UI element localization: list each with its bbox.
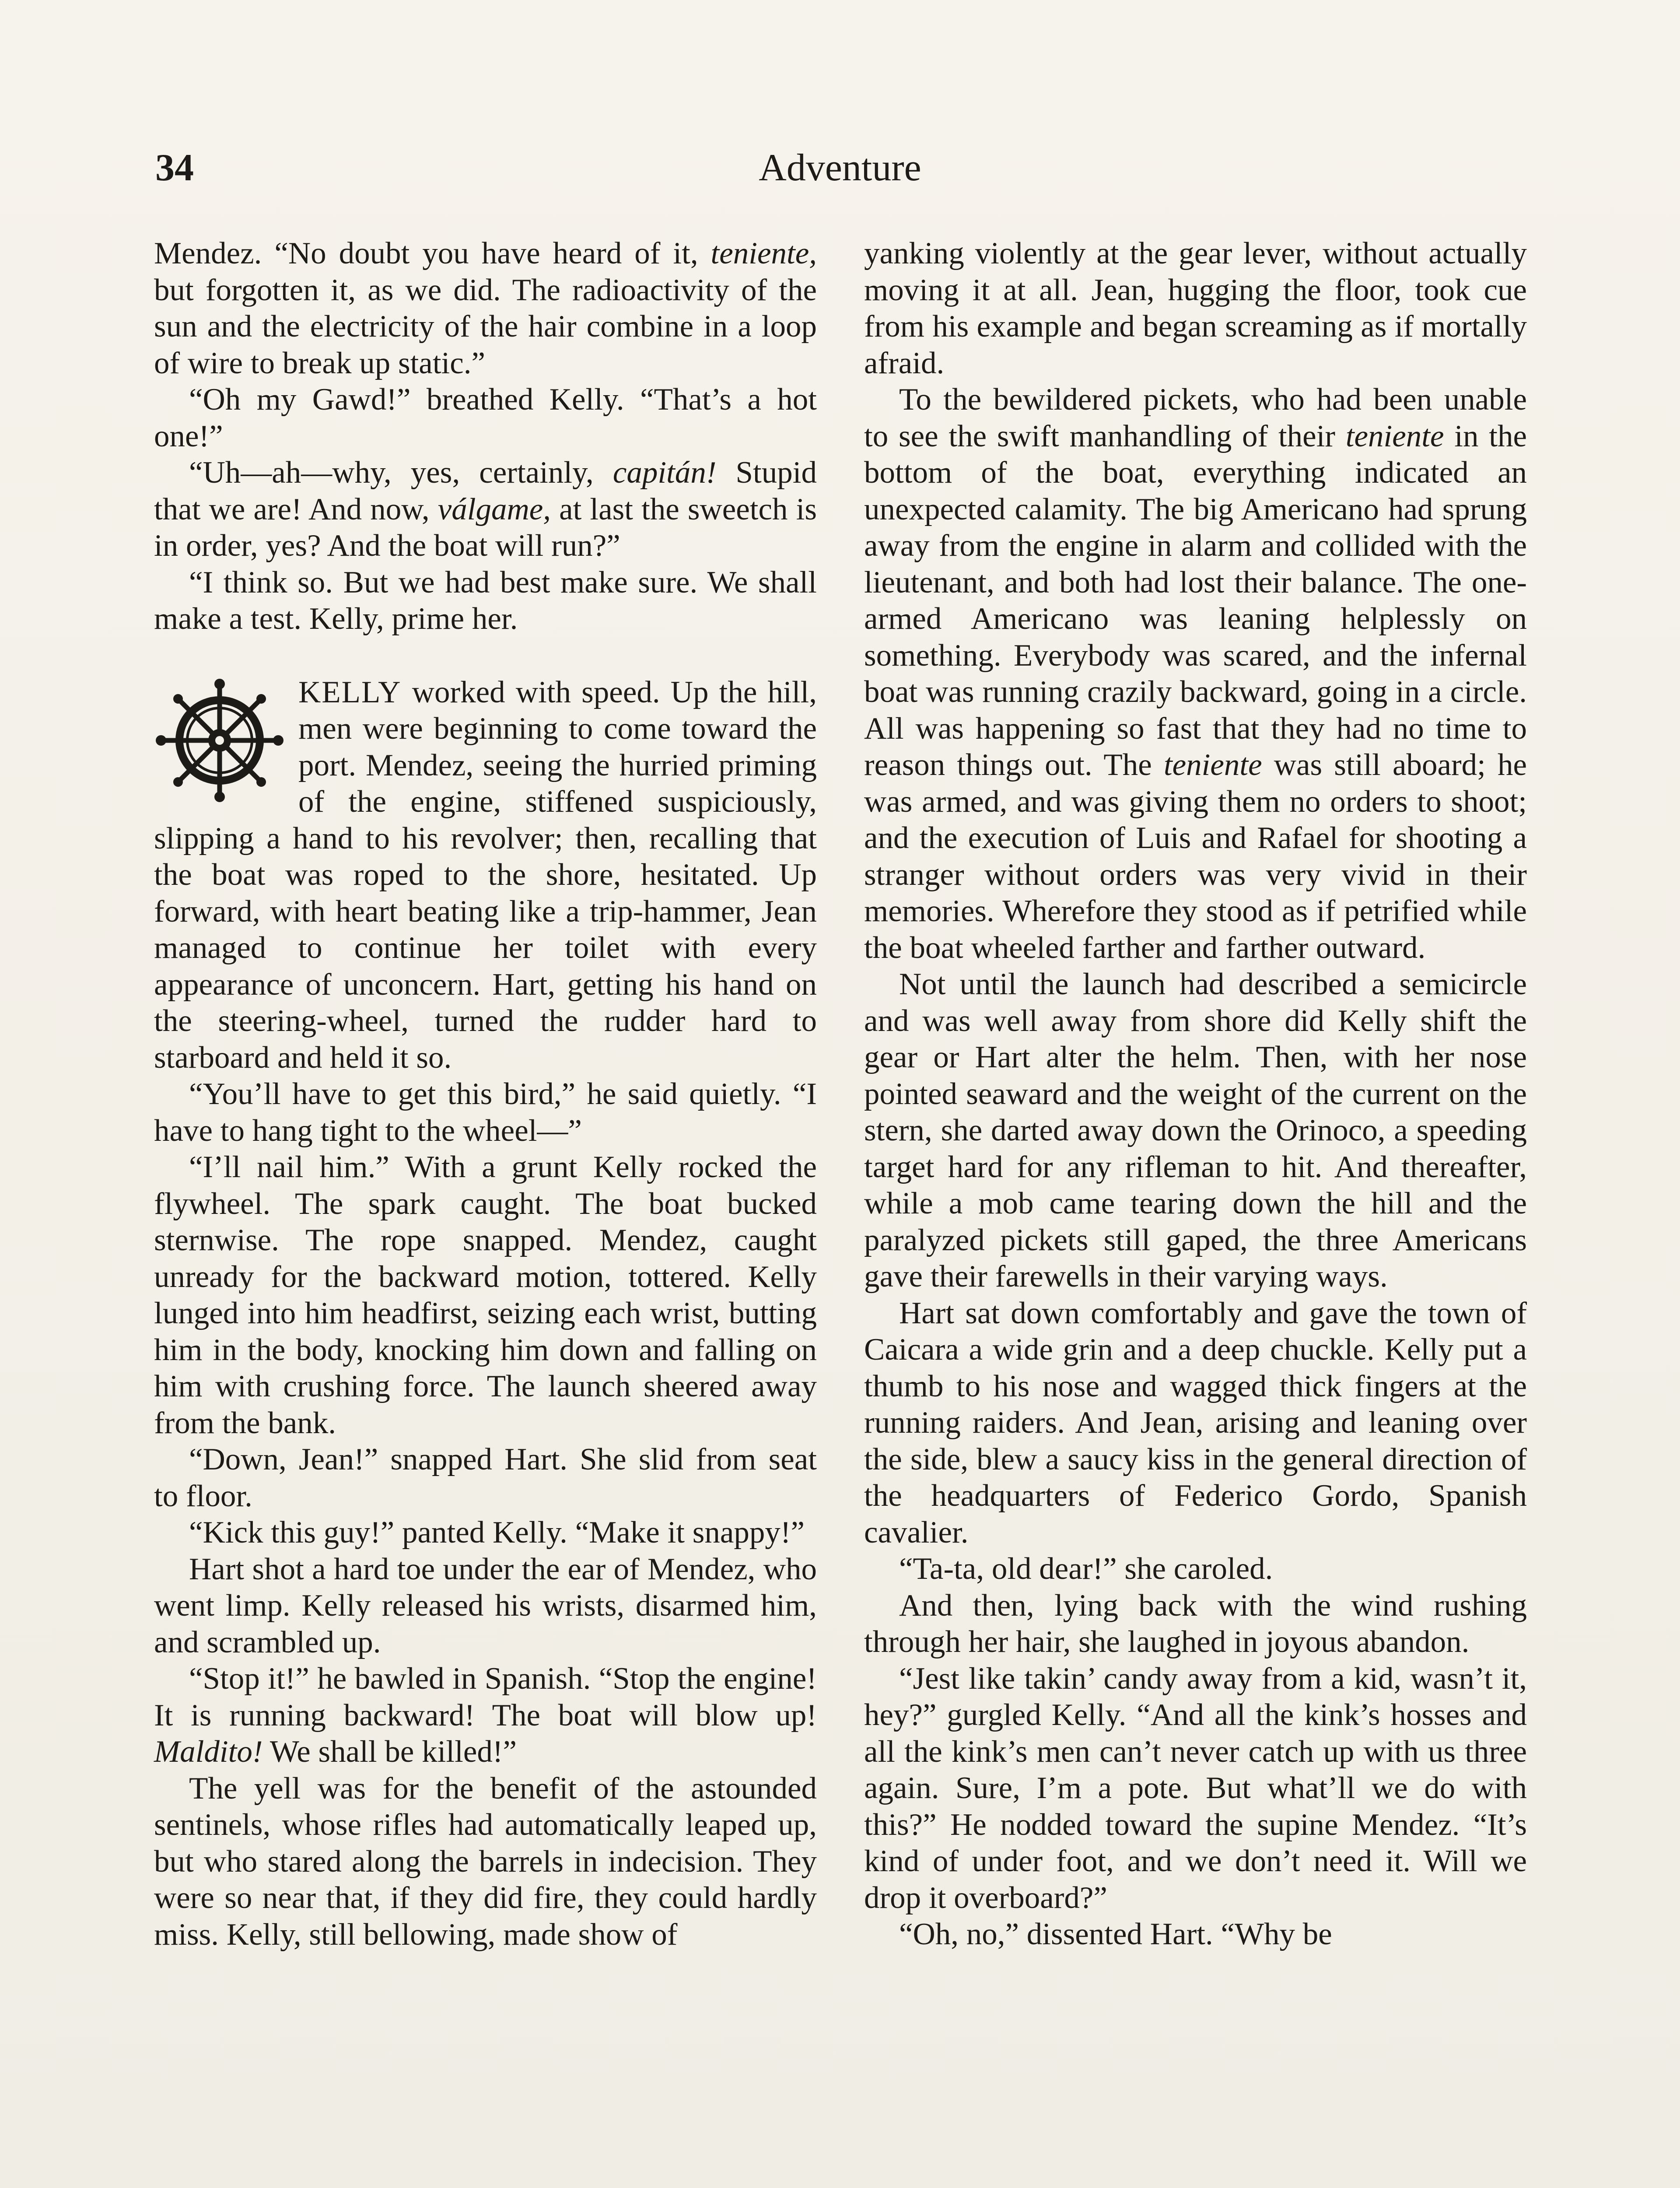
- paragraph: yanking violently at the gear lever, without actually moving it at all. Jean, hugging the floor, took cue from his example and began screaming as if mortally afraid.: [864, 236, 1527, 380]
- paragraph: Mendez. “No doubt you have heard of it, teniente, but forgotten it, as we did. The radioactivity of the sun and the electricity of the hair combine in a loop of wire to break up static.”: [154, 236, 817, 380]
- paragraph: “I’ll nail him.” With a grunt Kelly rocked the flywheel. The spark caught. The boat bucked sternwise. The rope snapped. Mendez, caught unready for the backward motion, tottered. Kelly lunged into him headfirst, seizing each wrist, butting him in the body, knocking him down and falling on him with crushing force. The launch sheered away from the bank.: [154, 1150, 817, 1440]
- right-column: [864, 235, 1527, 1953]
- paragraph: Hart shot a hard toe under the ear of Mendez, who went limp. Kelly released his wrists, disarmed him, and scrambled up.: [154, 1552, 817, 1659]
- paragraph: “Ta-ta, old dear!” she caroled.: [899, 1552, 1273, 1586]
- paragraph: The yell was for the benefit of the astounded sentinels, whose rifles had automatically leaped up, but who stared along the barrels in indecision. They were so near that, if they did fire, they could hardly miss. Kelly, still bellowing, made show of: [154, 1771, 817, 1952]
- paragraph: “Oh, no,” dissented Hart. “Why be: [899, 1917, 1332, 1951]
- paragraph: “I think so. But we had best make sure. We shall make a test. Kelly, prime her.: [154, 565, 817, 636]
- paragraph: “Oh my Gawd!” breathed Kelly. “That’s a hot one!”: [154, 382, 817, 453]
- running-head-title: Adventure: [759, 147, 921, 189]
- ships-wheel-icon: [154, 677, 285, 804]
- left-column: [154, 235, 817, 1953]
- paragraph: “Jest like takin’ candy away from a kid, wasn’t it, hey?” gurgled Kelly. “And all the kink’s hosses and all the kink’s men can’t never catch up with us three again. Sure, I’m a pote. But what’ll we do with this?” He nodded toward the supine Mendez. “It’s kind of under foot, and we don’t need it. Will we drop it overboard?”: [864, 1661, 1527, 1915]
- section-opening-paragraph: KELLY worked with speed. Up the hill, men were beginning to come toward the port. Mendez, seeing the hurried priming of the engine, stiffened suspiciously, slipping a hand to his revolver; then, recalling that the boat was roped to the shore, hesitated. Up forward, with heart beating like a trip-hammer, Jean managed to continue her toilet with every appearance of unconcern. Hart, getting his hand on the steering-wheel, turned the rudder hard to starboard and held it so.: [154, 675, 817, 1075]
- paragraph: “Down, Jean!” snapped Hart. She slid from seat to floor.: [154, 1442, 817, 1513]
- section-lead-word: KELLY: [298, 675, 402, 709]
- paragraph: “Stop it!” he bawled in Spanish. “Stop the engine! It is running backward! The boat will blow up! Maldito! We shall be killed!”: [154, 1662, 817, 1769]
- paragraph: Hart sat down comfortably and gave the town of Caicara a wide grin and a deep chuckle. Kelly put a thumb to his nose and wagged thick fingers at the running raiders. And Jean, arising and leaning over the side, blew a saucy kiss in the general direction of the headquarters of Federico Gordo, Spanish cavalier.: [864, 1296, 1527, 1550]
- paragraph: To the bewildered pickets, who had been unable to see the swift manhandling of their teniente in the bottom of the boat, everything indicated an unexpected calamity. The big Americano had sprung away from the engine in alarm and collided with the lieutenant, and both had lost their balance. The one-armed Americano was leaning helplessly on something. Everybody was scared, and the infernal boat was running crazily backward, going in a circle. All was happening so fast that they had no time to reason things out. The teniente was still aboard; he was armed, and was giving them no orders to shoot; and the execution of Luis and Rafael for shooting a stranger without orders was very vivid in their memories. Wherefore they stood as if petrified while the boat wheeled farther and farther outward.: [864, 382, 1527, 965]
- paragraph: And then, lying back with the wind rushing through her hair, she laughed in joyous abandon.: [864, 1588, 1527, 1659]
- paragraph: Not until the launch had described a semicircle and was well away from shore did Kelly shift the gear or Hart alter the helm. Then, with her nose pointed seaward and the weight of the current on the stern, she darted away down the Orinoco, a speeding target hard for any rifleman to hit. And thereafter, while a mob came tearing down the hill and the paralyzed pickets still gaped, the three Americans gave their farewells in their varying ways.: [864, 967, 1527, 1294]
- paragraph: “You’ll have to get this bird,” he said quietly. “I have to hang tight to the wheel—”: [154, 1077, 817, 1148]
- page-number: 34: [155, 147, 194, 189]
- paragraph: “Uh—ah—why, yes, certainly, capitán! Stupid that we are! And now, válgame, at last the sweetch is in order, yes? And the boat will run?”: [154, 456, 817, 563]
- paragraph: “Kick this guy!” panted Kelly. “Make it snappy!”: [189, 1515, 805, 1550]
